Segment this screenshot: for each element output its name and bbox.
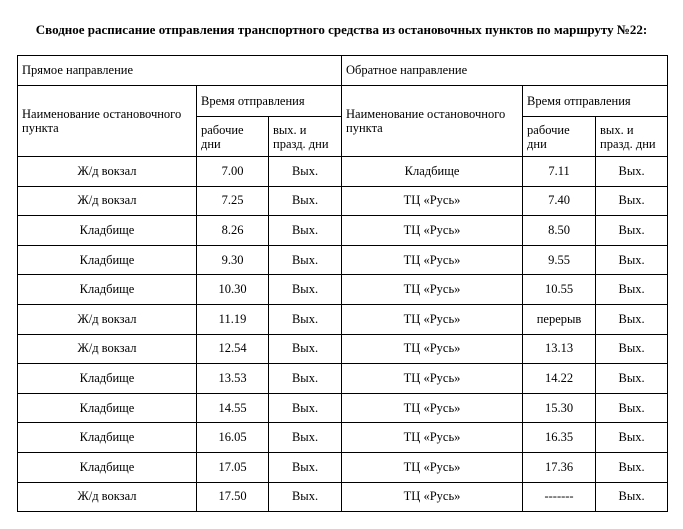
- reverse-direction-header: Обратное направление: [342, 56, 668, 86]
- reverse-stop-cell: ТЦ «Русь»: [342, 186, 523, 216]
- reverse-weekend-time-cell: Вых.: [596, 304, 668, 334]
- reverse-stop-cell: ТЦ «Русь»: [342, 452, 523, 482]
- forward-stop-cell: Кладбище: [18, 393, 197, 423]
- reverse-stop-cell: Кладбище: [342, 157, 523, 187]
- forward-stop-cell: Ж/д вокзал: [18, 157, 197, 187]
- reverse-stop-cell: ТЦ «Русь»: [342, 334, 523, 364]
- reverse-weekend-time-cell: Вых.: [596, 157, 668, 187]
- forward-workday-time-cell: 14.55: [197, 393, 269, 423]
- reverse-weekend-time-cell: Вых.: [596, 393, 668, 423]
- forward-weekend-time-cell: Вых.: [269, 186, 342, 216]
- forward-stop-cell: Ж/д вокзал: [18, 334, 197, 364]
- forward-workday-time-cell: 7.00: [197, 157, 269, 187]
- reverse-stop-cell: ТЦ «Русь»: [342, 482, 523, 512]
- forward-stop-cell: Ж/д вокзал: [18, 304, 197, 334]
- reverse-stop-cell: ТЦ «Русь»: [342, 275, 523, 305]
- forward-weekend-time-cell: Вых.: [269, 482, 342, 512]
- table-row: [18, 245, 668, 275]
- reverse-workday-time-cell: 16.35: [523, 423, 596, 453]
- reverse-weekend-time-cell: Вых.: [596, 186, 668, 216]
- reverse-workday-time-cell: 9.55: [523, 245, 596, 275]
- column-header-row: [18, 86, 668, 117]
- forward-weekend-time-cell: Вых.: [269, 304, 342, 334]
- table-row: [18, 482, 668, 512]
- forward-workday-time-cell: 16.05: [197, 423, 269, 453]
- forward-weekend-time-cell: Вых.: [269, 452, 342, 482]
- forward-stop-name-header: Наименование остановочного пункта: [18, 86, 197, 157]
- forward-stop-cell: Кладбище: [18, 364, 197, 394]
- forward-stop-cell: Кладбище: [18, 216, 197, 246]
- reverse-stop-cell: ТЦ «Русь»: [342, 364, 523, 394]
- forward-workday-time-cell: 7.25: [197, 186, 269, 216]
- reverse-workdays-header: рабочие дни: [523, 117, 596, 157]
- forward-departure-time-header: Время отправления: [197, 86, 342, 117]
- schedule-table: [17, 55, 668, 512]
- reverse-weekend-time-cell: Вых.: [596, 334, 668, 364]
- reverse-stop-cell: ТЦ «Русь»: [342, 245, 523, 275]
- forward-weekend-time-cell: Вых.: [269, 423, 342, 453]
- forward-stop-cell: Кладбище: [18, 452, 197, 482]
- reverse-workday-time-cell: 8.50: [523, 216, 596, 246]
- forward-direction-header: Прямое направление: [18, 56, 342, 86]
- forward-weekend-time-cell: Вых.: [269, 334, 342, 364]
- forward-stop-cell: Кладбище: [18, 245, 197, 275]
- reverse-workday-time-cell: 17.36: [523, 452, 596, 482]
- forward-workday-time-cell: 10.30: [197, 275, 269, 305]
- reverse-weekend-time-cell: Вых.: [596, 216, 668, 246]
- reverse-stop-cell: ТЦ «Русь»: [342, 216, 523, 246]
- table-row: [18, 216, 668, 246]
- table-row: [18, 364, 668, 394]
- reverse-workday-time-cell: перерыв: [523, 304, 596, 334]
- page-title: Сводное расписание отправления транспортного средства из остановочных пунктов по маршруту №22:: [35, 22, 648, 37]
- forward-stop-cell: Ж/д вокзал: [18, 482, 197, 512]
- forward-weekend-time-cell: Вых.: [269, 364, 342, 394]
- forward-workday-time-cell: 9.30: [197, 245, 269, 275]
- forward-workday-time-cell: 11.19: [197, 304, 269, 334]
- reverse-workday-time-cell: 7.11: [523, 157, 596, 187]
- reverse-workday-time-cell: 13.13: [523, 334, 596, 364]
- table-row: [18, 452, 668, 482]
- forward-weekend-time-cell: Вых.: [269, 245, 342, 275]
- forward-weekend-time-cell: Вых.: [269, 216, 342, 246]
- table-row: [18, 334, 668, 364]
- reverse-stop-cell: ТЦ «Русь»: [342, 304, 523, 334]
- reverse-workday-time-cell: 7.40: [523, 186, 596, 216]
- reverse-weekend-time-cell: Вых.: [596, 275, 668, 305]
- reverse-workday-time-cell: -------: [523, 482, 596, 512]
- forward-workday-time-cell: 17.50: [197, 482, 269, 512]
- forward-stop-cell: Ж/д вокзал: [18, 186, 197, 216]
- forward-workdays-header: рабочие дни: [197, 117, 269, 157]
- reverse-departure-time-header: Время отправления: [523, 86, 668, 117]
- table-row: [18, 393, 668, 423]
- forward-weekend-time-cell: Вых.: [269, 157, 342, 187]
- table-row: [18, 275, 668, 305]
- table-row: [18, 186, 668, 216]
- reverse-stop-name-header: Наименование остановочного пункта: [342, 86, 523, 157]
- reverse-workday-time-cell: 10.55: [523, 275, 596, 305]
- table-row: [18, 304, 668, 334]
- table-row: [18, 423, 668, 453]
- forward-workday-time-cell: 12.54: [197, 334, 269, 364]
- reverse-weekends-header: вых. и празд. дни: [596, 117, 668, 157]
- reverse-stop-cell: ТЦ «Русь»: [342, 393, 523, 423]
- reverse-weekend-time-cell: Вых.: [596, 423, 668, 453]
- direction-header-row: [18, 56, 668, 86]
- reverse-workday-time-cell: 14.22: [523, 364, 596, 394]
- reverse-stop-cell: ТЦ «Русь»: [342, 423, 523, 453]
- reverse-weekend-time-cell: Вых.: [596, 364, 668, 394]
- reverse-weekend-time-cell: Вых.: [596, 482, 668, 512]
- table-row: [18, 157, 668, 187]
- reverse-workday-time-cell: 15.30: [523, 393, 596, 423]
- forward-workday-time-cell: 8.26: [197, 216, 269, 246]
- reverse-weekend-time-cell: Вых.: [596, 245, 668, 275]
- forward-weekends-header: вых. и празд. дни: [269, 117, 342, 157]
- forward-weekend-time-cell: Вых.: [269, 275, 342, 305]
- forward-stop-cell: Кладбище: [18, 423, 197, 453]
- forward-workday-time-cell: 17.05: [197, 452, 269, 482]
- forward-weekend-time-cell: Вых.: [269, 393, 342, 423]
- forward-workday-time-cell: 13.53: [197, 364, 269, 394]
- reverse-weekend-time-cell: Вых.: [596, 452, 668, 482]
- forward-stop-cell: Кладбище: [18, 275, 197, 305]
